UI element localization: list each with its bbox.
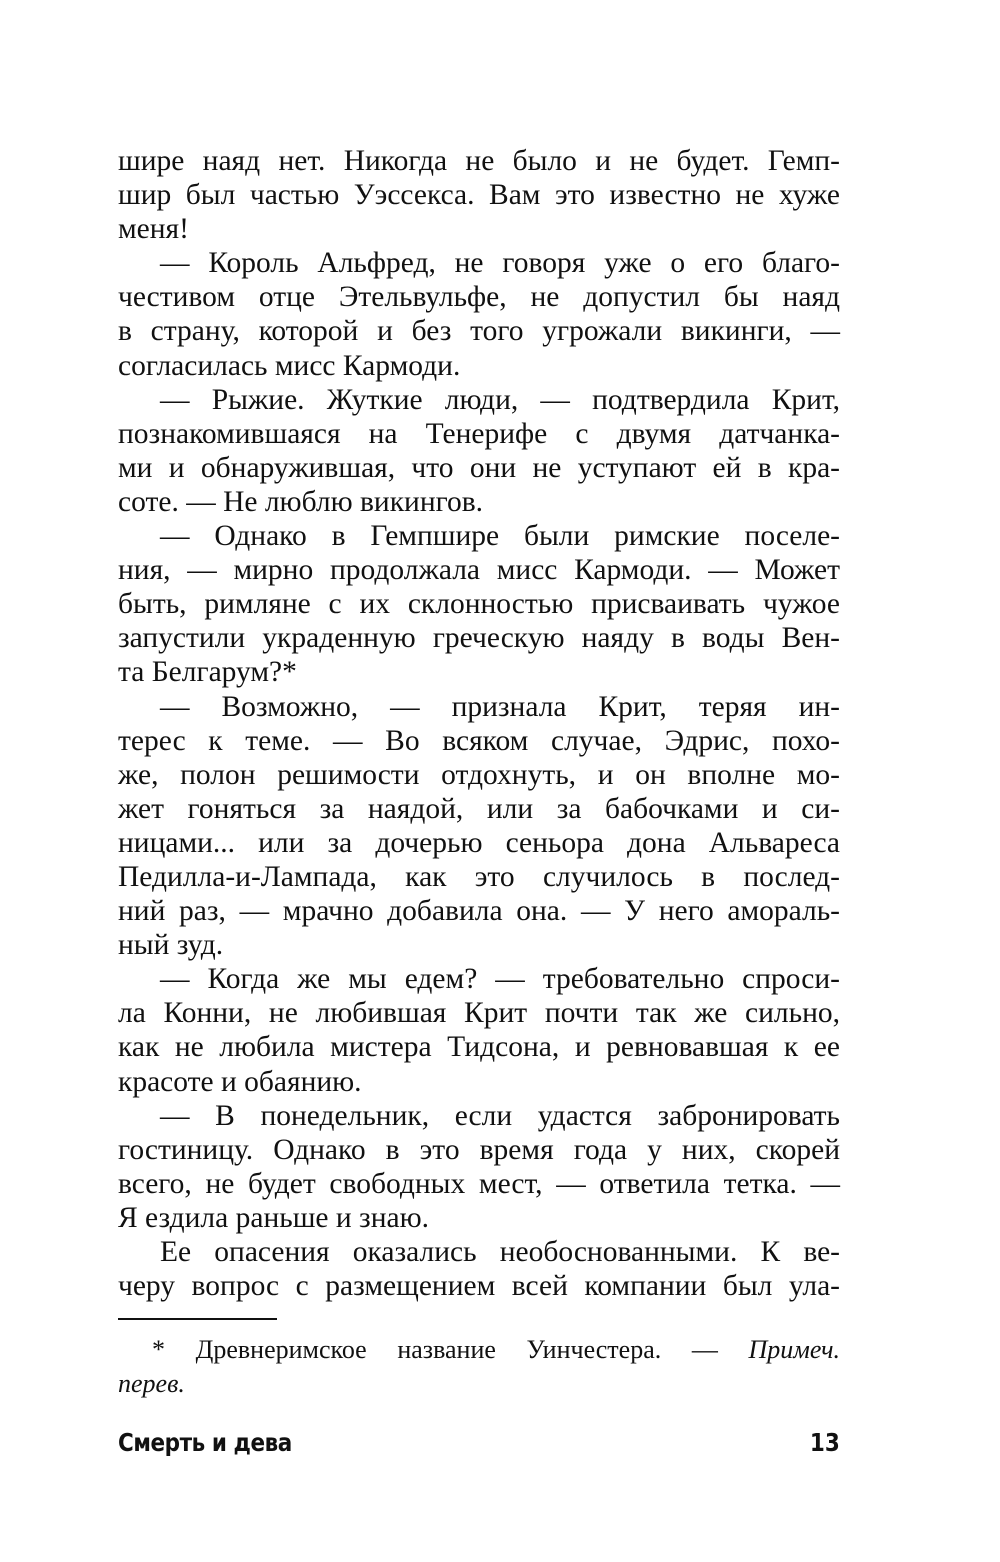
text-line: согласилась мисс Кармоди. (118, 349, 461, 382)
footnote-continuation: перев. (118, 1369, 185, 1398)
text-line: же, полон решимости отдохнуть, и он вполне мо- (118, 758, 840, 791)
running-title: Смерть и дева (118, 1428, 292, 1457)
text-line: Я ездила раньше и знаю. (118, 1201, 429, 1234)
text-line: меня! (118, 213, 189, 246)
text-line: всего, не будет свободных мест, — ответила тетка. — (118, 1167, 840, 1200)
page-number: 13 (810, 1428, 840, 1457)
text-line: ный зуд. (118, 929, 224, 962)
text-line: быть, римляне с их склонностью присваивать чужое (118, 588, 840, 621)
text-line: ницами... или за дочерью сеньора дона Альвареса (118, 826, 840, 859)
text-line: познакомившаяся на Тенерифе с двумя датчанка- (118, 417, 840, 450)
text-line: жет гоняться за наядой, или за бабочками и си- (118, 792, 840, 825)
text-line: — Король Альфред, не говоря уже о его благо- (160, 247, 840, 280)
text-line: черу вопрос с размещением всей компании был ула- (118, 1270, 840, 1303)
text-line: ния, — мирно продолжала мисс Кармоди. — Может (118, 554, 840, 587)
footnote-line (118, 1333, 840, 1367)
text-line: Ее опасения оказались необоснованными. К ве- (160, 1236, 840, 1268)
text-line: соте. — Не люблю викингов. (118, 485, 484, 518)
text-line: — Рыжие. Жуткие люди, — подтвердила Крит, (160, 383, 840, 416)
footnote-note-label: Примеч. (748, 1335, 840, 1364)
footnote (118, 1333, 840, 1401)
text-line: Педилла-и-Лампада, как это случилось в послед- (118, 860, 840, 893)
text-line: — Когда же мы едем? — требовательно спроси- (160, 963, 840, 996)
text-line: ний раз, — мрачно добавила она. — У него амораль- (118, 895, 840, 928)
text-line: честивом отце Этельвульфе, не допустил бы наяд (118, 281, 840, 314)
text-line: ла Конни, не любившая Крит почти так же сильно, (118, 997, 840, 1030)
text-line: — В понедельник, если удастся забронировать (160, 1099, 840, 1132)
text-line: та Белгарум?* (118, 656, 297, 689)
page-footer (118, 1423, 840, 1463)
text-line: шир был частью Уэссекса. Вам это известно не хуже (118, 179, 840, 212)
text-line: — Возможно, — признала Крит, теряя ин- (160, 690, 840, 723)
footnote-text: * Древнеримское название Уинчестера. — (152, 1335, 718, 1364)
text-line: красоте и обаянию. (118, 1065, 362, 1098)
footnote-divider (118, 1318, 277, 1320)
text-line: шире наяд нет. Никогда не было и не будет. Гемп- (118, 145, 840, 177)
text-line: как не любила мистера Тидсона, и ревновавшая к ее (118, 1031, 840, 1064)
text-line: гостиницу. Однако в это время года у них, скорей (118, 1133, 840, 1166)
text-line: терес к теме. — Во всяком случае, Эдрис, похо- (118, 724, 840, 757)
text-line: — Однако в Гемпшире были римские поселе- (160, 520, 840, 553)
text-line: в страну, которой и без того угрожали викинги, — (118, 315, 840, 348)
text-line: ми и обнаружившая, что они не уступают ей в кра- (118, 451, 840, 484)
body-text (118, 144, 840, 1303)
text-line: запустили украденную греческую наяду в воды Вен- (118, 622, 840, 655)
